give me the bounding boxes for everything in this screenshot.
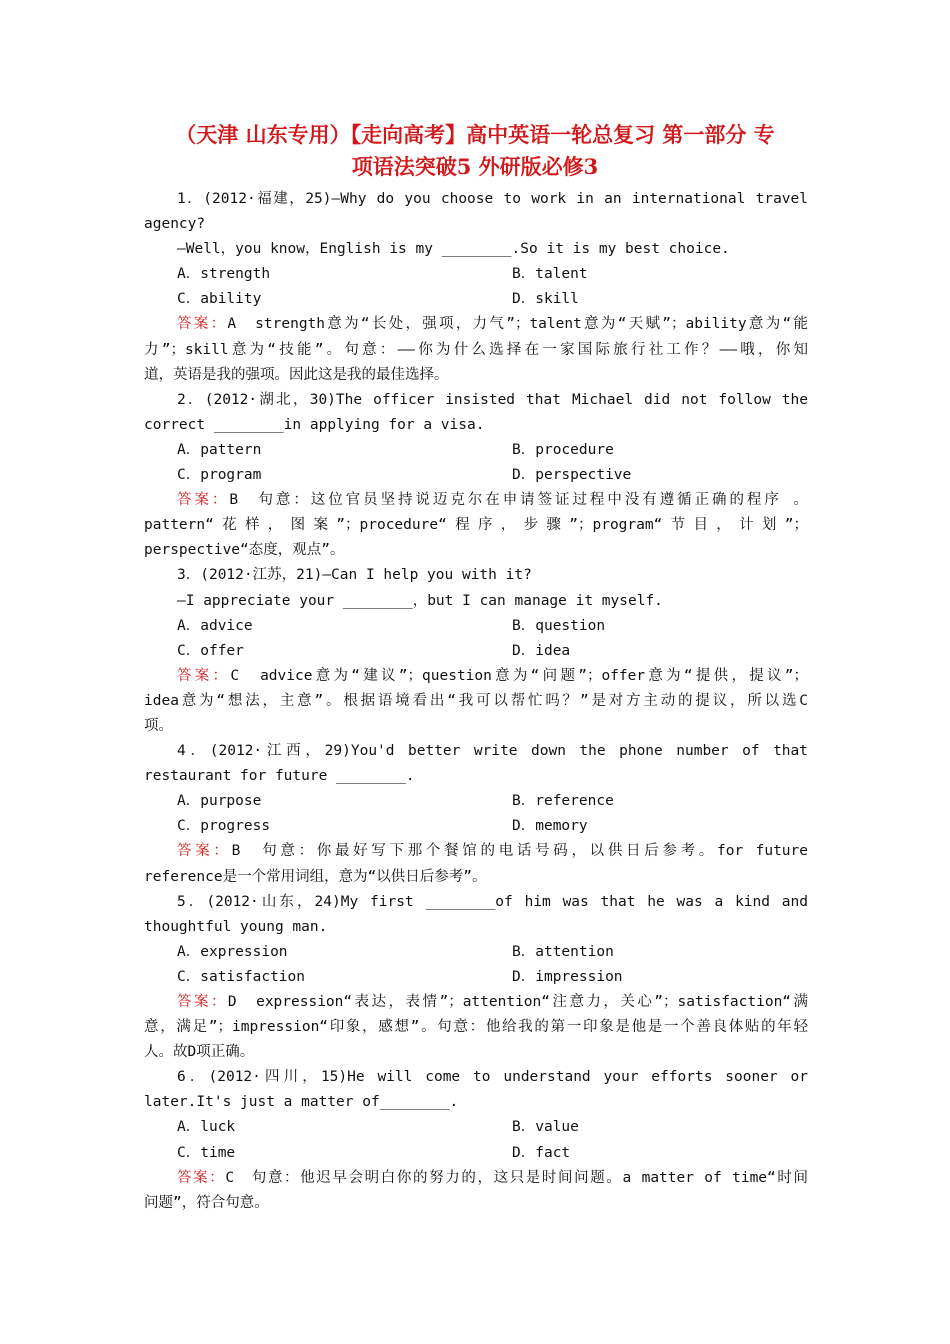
answer-label: 答案： <box>177 667 231 684</box>
answer-line <box>144 1166 808 1191</box>
question-block <box>144 739 808 890</box>
answer-label: 答案： <box>177 1169 226 1186</box>
answer-line: 道，英语是我的强项。因此这是我的最佳选择。 <box>144 366 449 383</box>
answer-text: A strength意为“长处，强项，力气”；talent意为“天赋”；ability意为“能 <box>227 316 808 333</box>
question-stem-line: 1．(2012·福建，25)—Why do you choose to work in an international travel <box>177 191 808 207</box>
option-row <box>144 438 808 463</box>
option-choice: B．talent <box>512 266 588 283</box>
question-stem-line: 4．(2012·江西，29)You'd better write down the phone number of that <box>177 743 808 760</box>
answer-line: perspective“态度，观点”。 <box>144 542 345 559</box>
question-block <box>144 563 808 739</box>
answer-line <box>144 488 808 513</box>
option-row <box>144 463 808 488</box>
answer-text: C advice意为“建议”；question意为“问题”；offer意为“提供，提议”； <box>230 667 808 684</box>
answer-text: B 句意：这位官员坚持说迈克尔在申请签证过程中没有遵循正确的程序 。 <box>229 492 808 509</box>
answer-line <box>144 312 808 337</box>
option-choice: D．skill <box>512 291 579 308</box>
option-row <box>144 1141 808 1166</box>
option-choice: D．fact <box>512 1144 571 1161</box>
answer-label: 答案： <box>177 843 232 860</box>
question-stem-line: 5．(2012·山东，24)My first ________of him was that he was a kind and <box>177 893 808 910</box>
question-stem-line: later.It's just a matter of________. <box>144 1094 459 1111</box>
option-choice: B．attention <box>512 943 614 960</box>
answer-text: B 句意：你最好写下那个餐馆的电话号码，以供日后参考。for future <box>231 843 808 860</box>
question-list <box>144 187 808 1216</box>
answer-line <box>144 664 808 689</box>
option-choice: D．idea <box>512 642 571 659</box>
option-row <box>144 1115 808 1140</box>
question-stem-line: —Well，you know，English is my ________.So it is my best choice. <box>177 241 730 258</box>
option-choice: A．expression <box>177 943 288 960</box>
option-choice: A．luck <box>177 1119 236 1136</box>
question-block <box>144 187 808 388</box>
option-choice: C．offer <box>177 642 244 659</box>
answer-line: reference是一个常用词组，意为“以供日后参考”。 <box>144 868 487 885</box>
question-block <box>144 890 808 1066</box>
document-title-line-1: （天津 山东专用）【走向高考】高中英语一轮总复习 第一部分 专 <box>175 122 775 147</box>
option-choice: B．procedure <box>512 441 614 458</box>
option-choice: C．program <box>177 467 262 484</box>
option-choice: B．question <box>512 617 606 634</box>
option-row <box>144 262 808 287</box>
question-stem-line: 2．(2012·湖北，30)The officer insisted that Michael did not follow the <box>177 391 808 408</box>
option-row <box>144 639 808 664</box>
answer-line: 意，满足”；impression“印象，感想”。句意：他给我的第一印象是他是一个善良体贴的年轻 <box>144 1019 808 1036</box>
question-stem-line: —I appreciate your ________，but I can manage it myself. <box>177 592 663 609</box>
answer-line: 项。 <box>144 717 173 734</box>
answer-line: pattern“花样，图案”；procedure“程序，步骤”；program“节目，计划”； <box>144 517 808 534</box>
document-title-line-2: 项语法突破5 外研版必修3 <box>351 154 599 179</box>
answer-text: C 句意：他迟早会明白你的努力的，这只是时间问题。a matter of time“时间 <box>225 1169 808 1186</box>
question-stem-line: 3．(2012·江苏，21)—Can I help you with it? <box>177 567 532 584</box>
option-row <box>144 940 808 965</box>
option-row <box>144 965 808 990</box>
option-choice: A．pattern <box>177 441 262 458</box>
option-row <box>144 789 808 814</box>
question-stem-line: agency? <box>144 216 206 233</box>
question-block <box>144 1065 808 1216</box>
option-row <box>144 814 808 839</box>
option-choice: C．progress <box>177 818 271 835</box>
answer-line <box>144 990 808 1015</box>
answer-line: 力”；skill意为“技能”。句意：——你为什么选择在一家国际旅行社工作？——哦，你知 <box>144 341 808 358</box>
option-choice: C．time <box>177 1144 236 1161</box>
option-choice: B．value <box>512 1119 579 1136</box>
answer-text: D expression“表达，表情”；attention“注意力，关心”；satisfaction“满 <box>227 994 808 1010</box>
question-block <box>144 388 808 564</box>
option-choice: D．perspective <box>512 467 632 484</box>
answer-label: 答案： <box>177 492 230 509</box>
option-choice: A．purpose <box>177 793 262 810</box>
answer-line: 人。故D项正确。 <box>144 1044 255 1061</box>
option-row <box>144 614 808 639</box>
option-row <box>144 287 808 312</box>
answer-label: 答案： <box>177 316 228 333</box>
answer-line: idea意为“想法，主意”。根据语境看出“我可以帮忙吗？”是对方主动的提议，所以选C <box>144 692 808 709</box>
answer-label: 答案： <box>177 994 228 1010</box>
question-stem-line: 6．(2012·四川，15)He will come to understand your efforts sooner or <box>177 1069 808 1086</box>
option-choice: A．strength <box>177 266 271 283</box>
option-choice: D．memory <box>512 818 588 835</box>
option-choice: C．ability <box>177 291 262 308</box>
question-stem-line: correct ________in applying for a visa. <box>144 416 485 433</box>
question-stem-line: restaurant for future ________. <box>144 768 415 785</box>
option-choice: D．impression <box>512 968 623 985</box>
option-choice: C．satisfaction <box>177 968 305 985</box>
answer-line <box>144 839 808 864</box>
option-choice: B．reference <box>512 793 614 810</box>
answer-line: 问题”，符合句意。 <box>144 1194 269 1211</box>
option-choice: A．advice <box>177 617 253 634</box>
question-stem-line: thoughtful young man. <box>144 918 328 935</box>
